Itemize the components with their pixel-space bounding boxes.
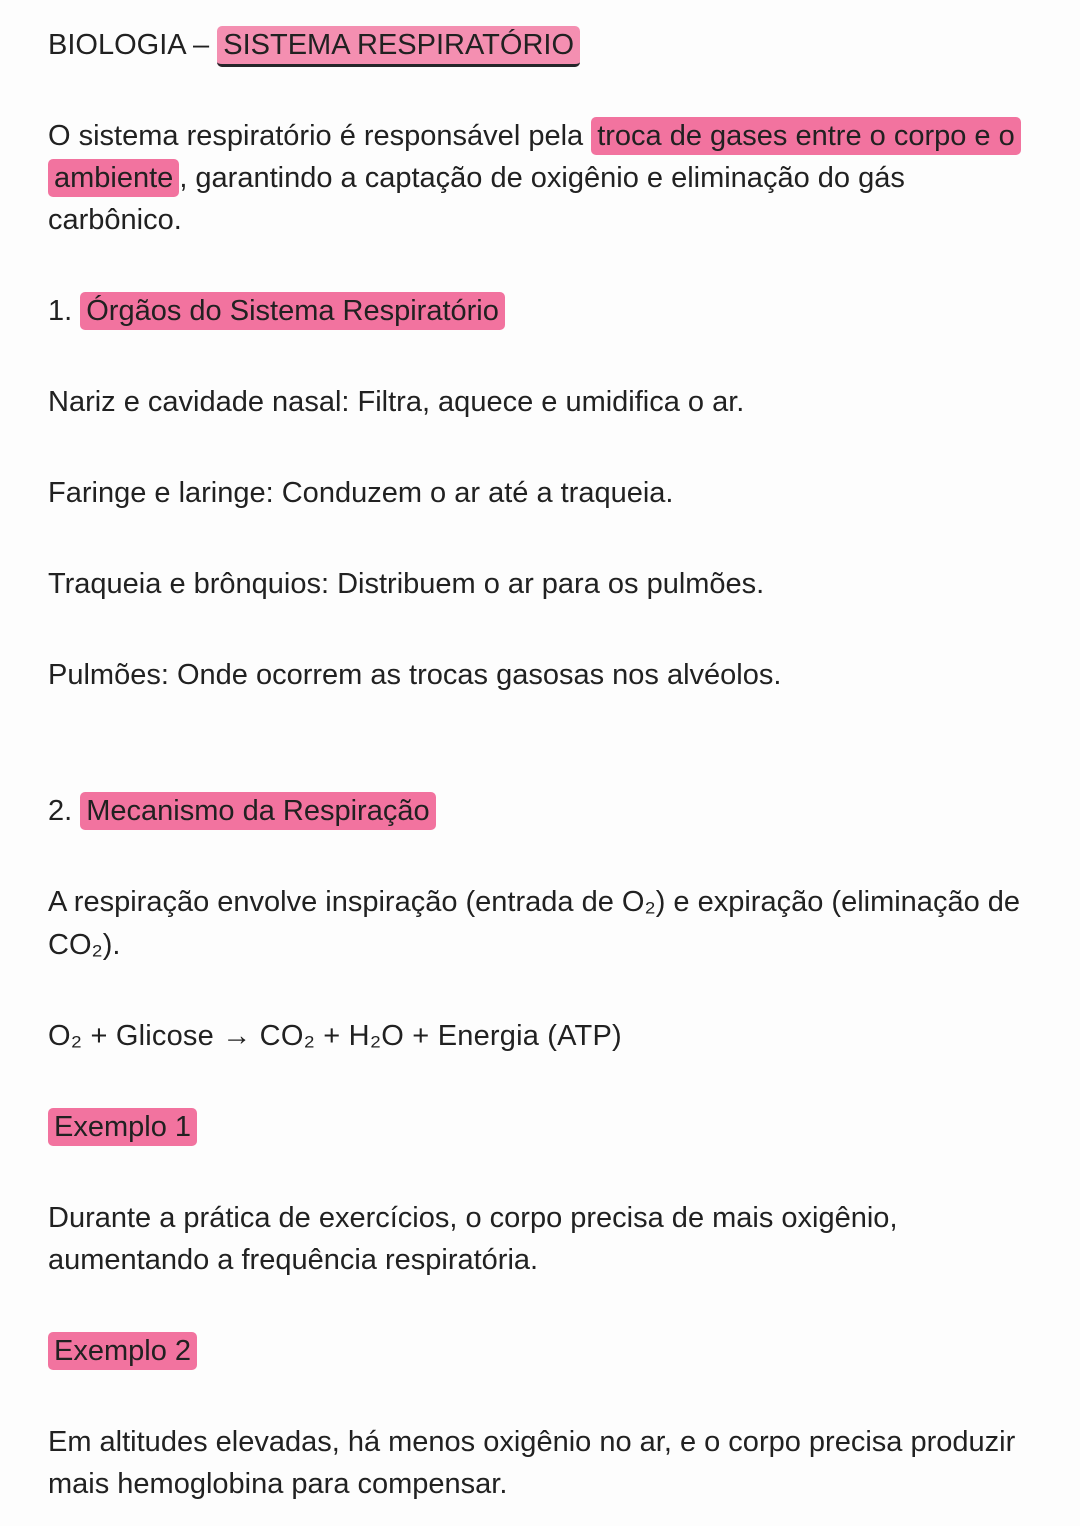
- example-2-paragraph: Em altitudes elevadas, há menos oxigênio no ar, e o corpo precisa produzir mais hemoglobina para compensar.: [48, 1425, 1016, 1500]
- example-1-highlighted-label: Exemplo 1: [48, 1108, 197, 1146]
- section-1-number: 1.: [48, 295, 81, 328]
- organ-item-nose: Nariz e cavidade nasal: Filtra, aquece e umidifica o ar.: [48, 386, 745, 419]
- section-2-highlighted-heading: Mecanismo da Respiração: [80, 792, 435, 830]
- organ-item-lungs: Pulmões: Onde ocorrem as trocas gasosas nos alvéolos.: [48, 659, 782, 692]
- organ-item-pharynx-larynx: Faringe e laringe: Conduzem o ar até a traqueia.: [48, 477, 674, 510]
- section-2-number: 2.: [48, 795, 81, 828]
- example-1-paragraph: Durante a prática de exercícios, o corpo precisa de mais oxigênio, aumentando a frequência respiratória.: [48, 1201, 898, 1276]
- intro-text-pre: O sistema respiratório é responsável pela: [48, 120, 592, 153]
- intro-text-post: , garantindo a captação de oxigênio e eliminação do gás carbônico.: [48, 162, 905, 237]
- section-2-heading: [48, 790, 1032, 832]
- intro-highlighted-text: troca de gases entre o corpo e o ambiente: [48, 117, 1021, 197]
- section-1-highlighted-heading: Órgãos do Sistema Respiratório: [80, 292, 505, 330]
- title-highlighted-text: SISTEMA RESPIRATÓRIO: [217, 26, 580, 67]
- section-1-heading: [48, 290, 1032, 332]
- respiration-equation: O₂ + Glicose → CO₂ + H₂O + Energia (ATP): [48, 1019, 622, 1052]
- intro-paragraph: [48, 115, 1032, 241]
- title-prefix: BIOLOGIA –: [48, 29, 218, 61]
- organ-item-trachea-bronchi: Traqueia e brônquios: Distribuem o ar para os pulmões.: [48, 568, 765, 601]
- example-2-label: [48, 1330, 1032, 1372]
- example-2-highlighted-label: Exemplo 2: [48, 1332, 197, 1370]
- example-1-label: [48, 1106, 1032, 1148]
- respiration-paragraph: A respiração envolve inspiração (entrada de O₂) e expiração (eliminação de CO₂).: [48, 886, 1021, 961]
- document-content: [48, 24, 1032, 1505]
- page-title: [48, 24, 1032, 66]
